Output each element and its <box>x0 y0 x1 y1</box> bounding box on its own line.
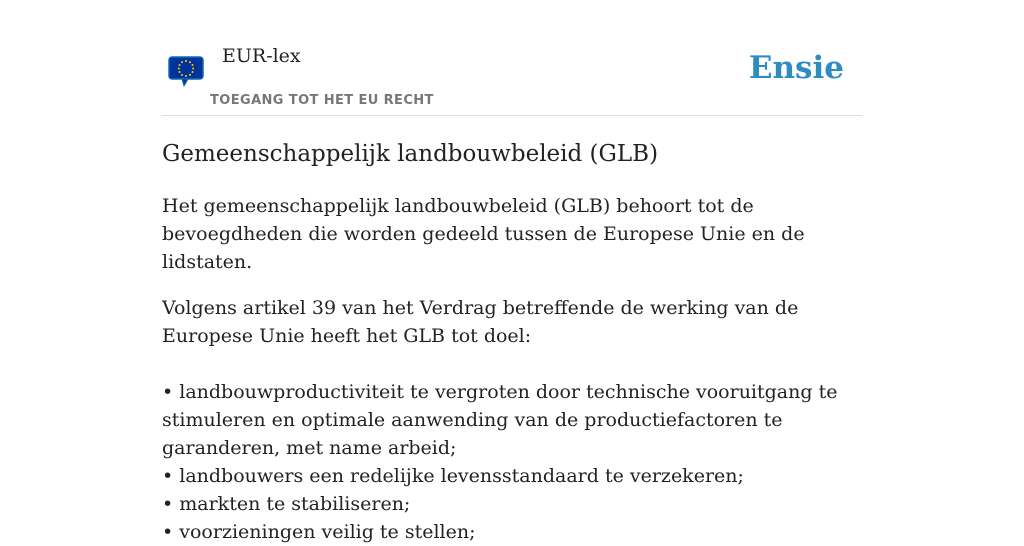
article-paragraph: Volgens artikel 39 van het Verdrag betreffende de werking van de Europese Unie heeft het GLB tot doel: <box>162 297 799 347</box>
site-logo-link[interactable]: Ensie <box>748 50 844 86</box>
eu-flag-speech-bubble-icon <box>168 56 206 88</box>
article-title: Gemeenschappelijk landbouwbeleid (GLB) <box>162 141 659 167</box>
list-item: • voorzieningen veilig te stellen; <box>162 518 862 546</box>
brand-name: EUR-lex <box>222 45 301 67</box>
article <box>162 138 862 546</box>
objectives-list <box>162 378 862 546</box>
header-divider <box>162 115 862 116</box>
list-item: • markten te stabiliseren; <box>162 490 862 518</box>
list-item: • landbouwers een redelijke levensstandaard te verzekeren; <box>162 462 862 490</box>
brand-tagline: TOEGANG TOT HET EU RECHT <box>210 93 434 108</box>
article-paragraph: Het gemeenschappelijk landbouwbeleid (GLB) behoort tot de bevoegdheden die worden gedeeld tussen de Europese Unie en de lidstaten. <box>162 195 805 273</box>
list-item: • landbouwproductiviteit te vergroten door technische vooruitgang te stimuleren en optimale aanwending van de productiefactoren te garanderen, met name arbeid; <box>162 378 862 462</box>
